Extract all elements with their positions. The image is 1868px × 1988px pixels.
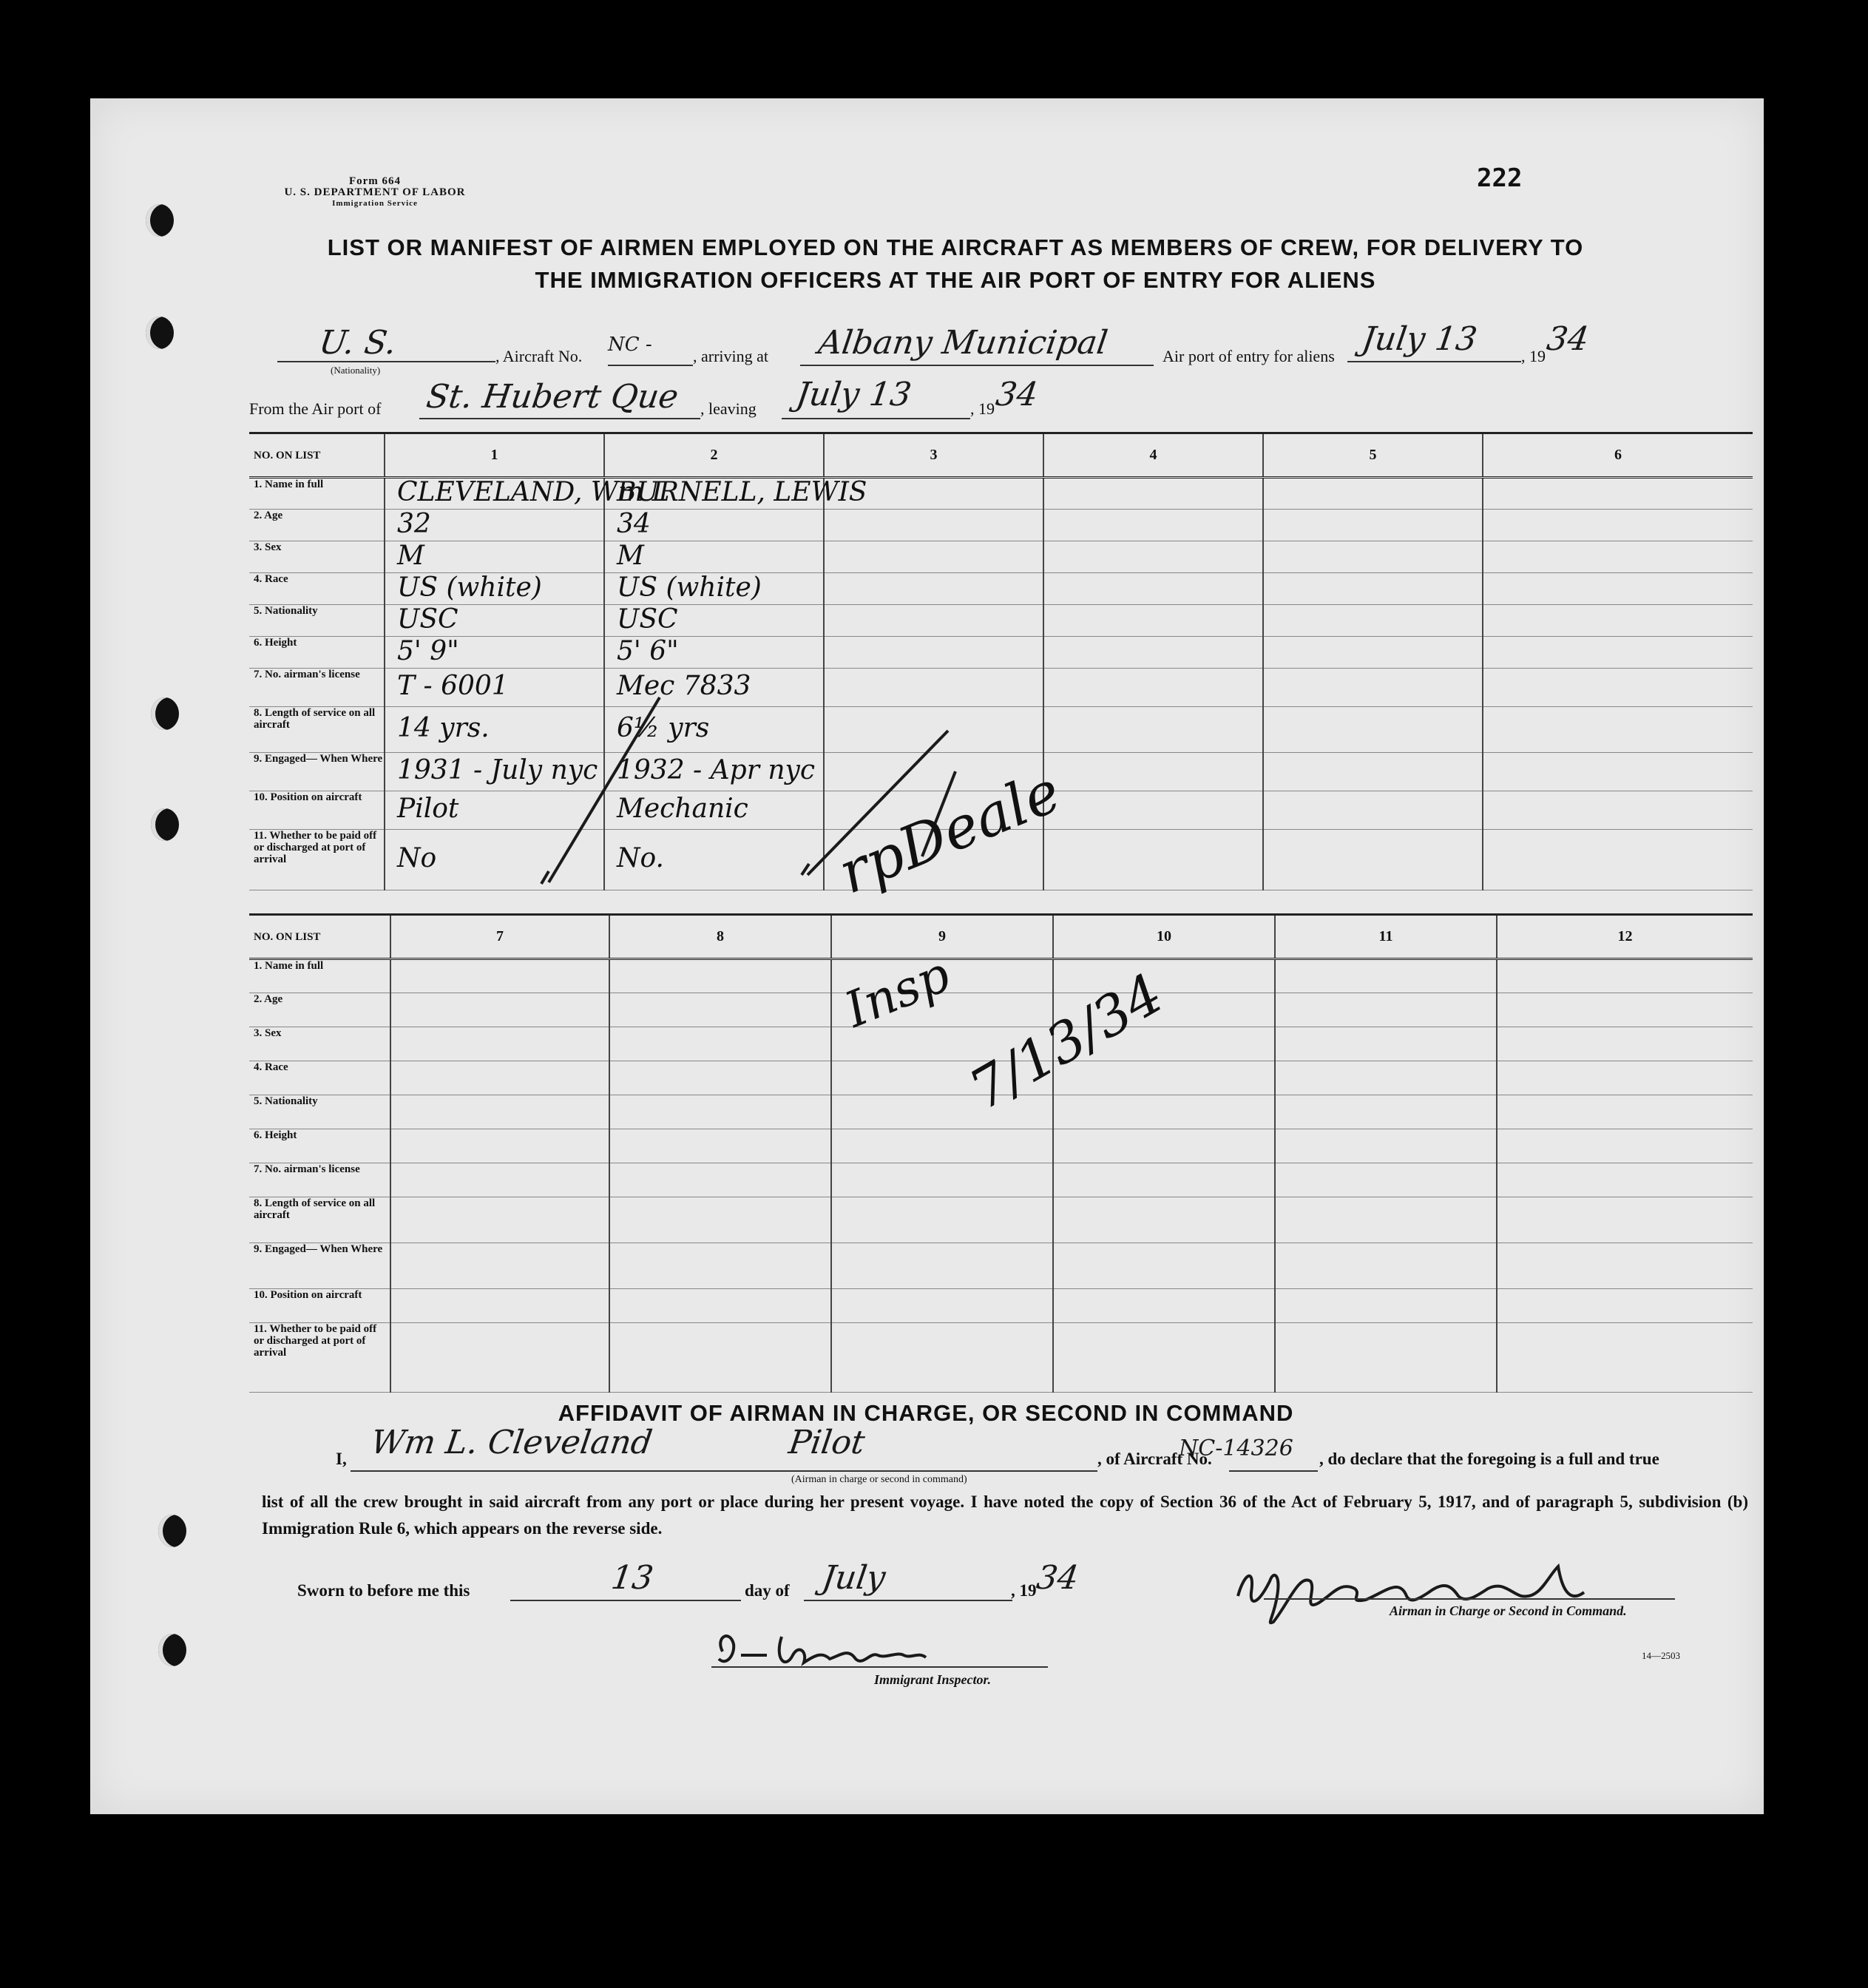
row-label: 8. Length of service on all aircraft	[249, 1197, 390, 1243]
column-header: 4	[1043, 433, 1263, 478]
column-header: 11	[1275, 915, 1497, 959]
service: Immigration Service	[332, 199, 418, 208]
airman-caption: Airman in Charge or Second in Command.	[1390, 1603, 1627, 1618]
leaving-year-prefix: , 19	[970, 399, 995, 418]
form-number: Form 664	[348, 175, 402, 187]
cell-value: US (white)	[617, 572, 762, 603]
arrival-date-value: July 13	[1359, 320, 1480, 358]
affiant-name: Wm L. Cleveland	[368, 1424, 655, 1461]
cell-value: USC	[397, 604, 458, 635]
form-code: 14—2503	[1642, 1650, 1680, 1661]
row-label: 11. Whether to be paid off or discharged at port of arrival	[249, 830, 385, 890]
affidavit-body: list of all the crew brought in said aircraft from any port or place during her present voyage. I have noted the copy of Section 36 of the Act of February 5, 1917, and of paragraph 5, subdivision (b) Immigration Rule 6, which appears on the reverse side.	[262, 1492, 1748, 1538]
row-label: 4. Race	[249, 573, 385, 605]
inspector-caption: Immigrant Inspector.	[874, 1672, 992, 1687]
column-header: 7	[390, 915, 609, 959]
row-label: 9. Engaged— When Where	[249, 1243, 390, 1289]
sworn-month-line	[804, 1600, 1012, 1601]
row-label: 5. Nationality	[249, 1095, 390, 1129]
sworn-year: 34	[1034, 1559, 1081, 1597]
day-of-label: day of	[745, 1581, 790, 1600]
row-label: 3. Sex	[249, 541, 385, 573]
affidavit-i-label: I,	[336, 1450, 347, 1468]
title-line-2: THE IMMIGRATION OFFICERS AT THE AIR PORT OF ENTRY FOR ALIENS	[535, 267, 1376, 293]
row-label: 1. Name in full	[249, 478, 385, 510]
aircraft-value: NC -	[608, 334, 652, 356]
leaving-year-value: 34	[993, 376, 1040, 413]
signature-stroke	[719, 1636, 926, 1663]
cell-value: M	[397, 540, 424, 571]
column-header: 2	[604, 433, 824, 478]
row-label: 2. Age	[249, 993, 390, 1027]
cell-value: 14 yrs.	[397, 713, 490, 743]
from-label: From the Air port of	[249, 399, 382, 418]
cell-value: No.	[617, 843, 664, 873]
column-header: 9	[831, 915, 1053, 959]
inspector-initials: rpDeale	[830, 758, 1070, 907]
inspector-title: Insp	[837, 945, 958, 1039]
column-header: 1	[385, 433, 604, 478]
arrival-year-value: 34	[1544, 320, 1591, 358]
sworn-year-prefix: , 19	[1011, 1581, 1037, 1600]
column-header: 8	[609, 915, 831, 959]
column-header: 3	[824, 433, 1043, 478]
affidavit-aircraft-label: , of Aircraft No.	[1097, 1450, 1212, 1468]
affiant-role: Pilot	[786, 1424, 867, 1461]
row-label: 6. Height	[249, 637, 385, 669]
cell-value: M	[617, 540, 644, 571]
year-prefix: , 19	[1521, 347, 1546, 365]
sworn-month: July	[819, 1559, 888, 1597]
row-label: 10. Position on aircraft	[249, 1289, 390, 1323]
cell-value: Mechanic	[617, 794, 748, 824]
airport-label: Air port of entry for aliens	[1163, 347, 1335, 365]
cell-value: CLEVELAND, Wm L	[397, 477, 670, 507]
cell-value: 1932 - Apr nyc	[617, 755, 816, 785]
row-label: 4. Race	[249, 1061, 390, 1095]
inspector-signature-line	[711, 1666, 1048, 1668]
cell-value: 34	[617, 508, 651, 539]
affiant-caption: (Airman in charge or second in command)	[791, 1474, 967, 1485]
column-header: 12	[1497, 915, 1753, 959]
from-value: St. Hubert Que	[424, 378, 681, 416]
row-label: 2. Age	[249, 510, 385, 541]
cell-value: BURNELL, LEWIS	[617, 477, 867, 507]
arriving-value: Albany Municipal	[816, 324, 1111, 362]
cell-value: 32	[397, 508, 431, 539]
affidavit-heading: AFFIDAVIT OF AIRMAN IN CHARGE, OR SECOND IN COMMAND	[558, 1400, 1294, 1426]
department: U. S. DEPARTMENT OF LABOR	[284, 186, 466, 198]
inspection-date: 7/13/34	[959, 961, 1174, 1123]
no-on-list-label: NO. ON LIST	[249, 433, 385, 478]
cell-value: 5' 6"	[617, 635, 679, 666]
row-label: 3. Sex	[249, 1027, 390, 1061]
cell-value: 5' 9"	[397, 635, 459, 666]
airman-signature-line	[1264, 1598, 1675, 1600]
nationality-caption: (Nationality)	[331, 365, 381, 376]
row-label: 1. Name in full	[249, 959, 390, 993]
manifest-form	[90, 98, 1764, 1814]
cell-value: US (white)	[397, 572, 542, 603]
cell-value: 6½ yrs	[617, 713, 710, 743]
check-mark	[549, 697, 660, 882]
row-label: 7. No. airman's license	[249, 669, 385, 707]
check-mark	[541, 871, 549, 884]
title-line-1: LIST OR MANIFEST OF AIRMEN EMPLOYED ON THE AIRCRAFT AS MEMBERS OF CREW, FOR DELIVERY TO	[327, 234, 1584, 260]
affiant-line	[351, 1470, 1097, 1472]
sworn-day-line	[510, 1600, 741, 1601]
column-header: 10	[1053, 915, 1275, 959]
cell-value: 1931 - July nyc	[397, 755, 598, 785]
affidavit-aircraft-value: NC-14326	[1179, 1436, 1293, 1461]
row-label: 8. Length of service on all aircraft	[249, 707, 385, 753]
aircraft-label: , Aircraft No.	[495, 347, 583, 365]
row-label: 10. Position on aircraft	[249, 791, 385, 830]
airman-signature	[1229, 1552, 1673, 1633]
affidavit-aircraft-line	[1229, 1470, 1318, 1472]
leaving-label: , leaving	[700, 399, 757, 418]
cell-value: Mec 7833	[617, 671, 751, 701]
row-label: 5. Nationality	[249, 605, 385, 637]
row-label: 6. Height	[249, 1129, 390, 1163]
row-label: 11. Whether to be paid off or discharged at port of arrival	[249, 1323, 390, 1393]
sworn-label: Sworn to before me this	[297, 1581, 470, 1600]
affidavit-declare-text: , do declare that the foregoing is a full and true	[1319, 1450, 1659, 1468]
column-header: 5	[1263, 433, 1483, 478]
cell-value: Pilot	[397, 794, 459, 824]
cell-value: No	[397, 843, 437, 873]
arriving-label: , arriving at	[693, 347, 769, 365]
row-label: 7. No. airman's license	[249, 1163, 390, 1197]
page-number: 222	[1477, 163, 1523, 193]
cell-value: USC	[617, 604, 678, 635]
row-label: 9. Engaged— When Where	[249, 753, 385, 791]
leaving-value: July 13	[793, 376, 914, 413]
nationality-value: U. S.	[317, 324, 399, 362]
column-header: 6	[1483, 433, 1753, 478]
sworn-day: 13	[609, 1559, 656, 1597]
no-on-list-label: NO. ON LIST	[249, 915, 390, 959]
cell-value: T - 6001	[397, 671, 509, 701]
